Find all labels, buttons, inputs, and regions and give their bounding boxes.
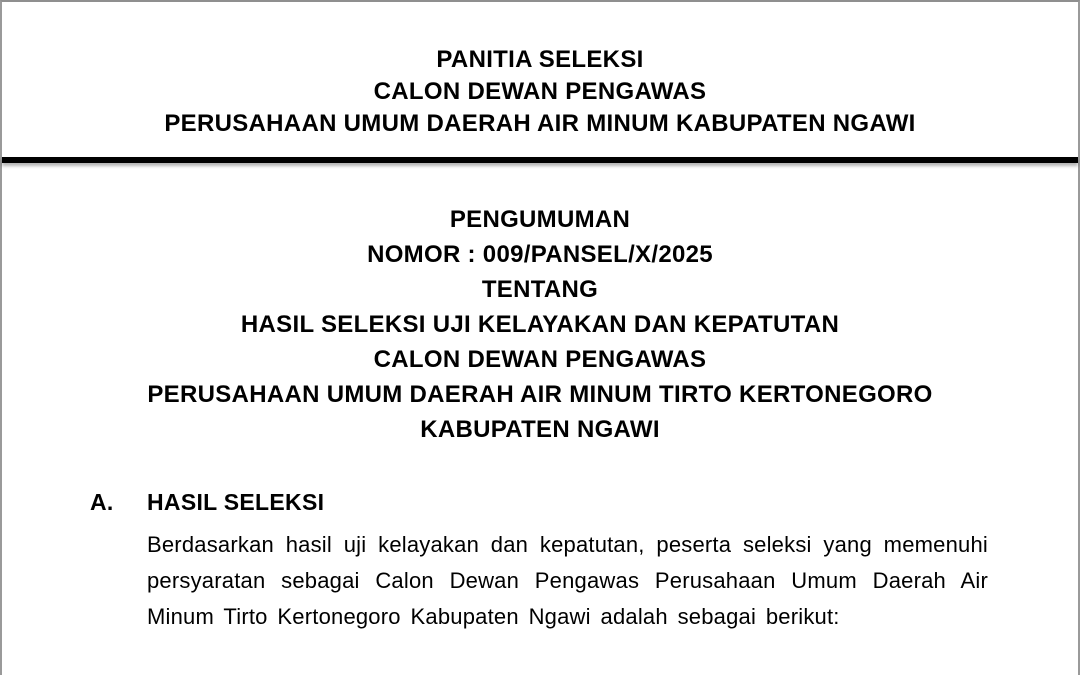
section-paragraph: Berdasarkan hasil uji kelayakan dan kepatutan, peserta seleksi yang memenuhi persyaratan sebagai Calon Dewan Pengawas Perusahaan Umum Daerah Air Minum Tirto Kertonegoro Kabupaten Ngawi adalah sebagai berikut: — [147, 532, 988, 629]
section-heading: HASIL SELEKSI — [147, 489, 325, 515]
title-pengumuman: PENGUMUMAN — [449, 206, 631, 233]
title-subject-line-4: KABUPATEN NGAWI — [420, 416, 660, 443]
document-page — [2, 2, 1078, 635]
title-subject-line-1: HASIL SELEKSI UJI KELAYAKAN DAN KEPATUTAN — [240, 311, 840, 338]
section-hasil-seleksi — [2, 489, 1078, 635]
letterhead-divider-rule — [2, 157, 1078, 163]
title-nomor: NOMOR : 009/PANSEL/X/2025 — [367, 241, 713, 268]
section-label: A. — [90, 489, 114, 515]
announcement-title-block — [2, 202, 1078, 447]
title-subject-line-2: CALON DEWAN PENGAWAS — [373, 346, 707, 373]
letterhead — [2, 2, 1078, 140]
letterhead-line-3: PERUSAHAAN UMUM DAERAH AIR MINUM KABUPATEN NGAWI — [164, 110, 916, 137]
letterhead-line-1: PANITIA SELEKSI — [436, 46, 644, 73]
title-subject-line-3: PERUSAHAAN UMUM DAERAH AIR MINUM TIRTO KERTONEGORO — [147, 381, 933, 408]
title-tentang: TENTANG — [481, 276, 599, 303]
section-heading-row — [90, 489, 988, 516]
letterhead-line-2: CALON DEWAN PENGAWAS — [373, 78, 707, 105]
